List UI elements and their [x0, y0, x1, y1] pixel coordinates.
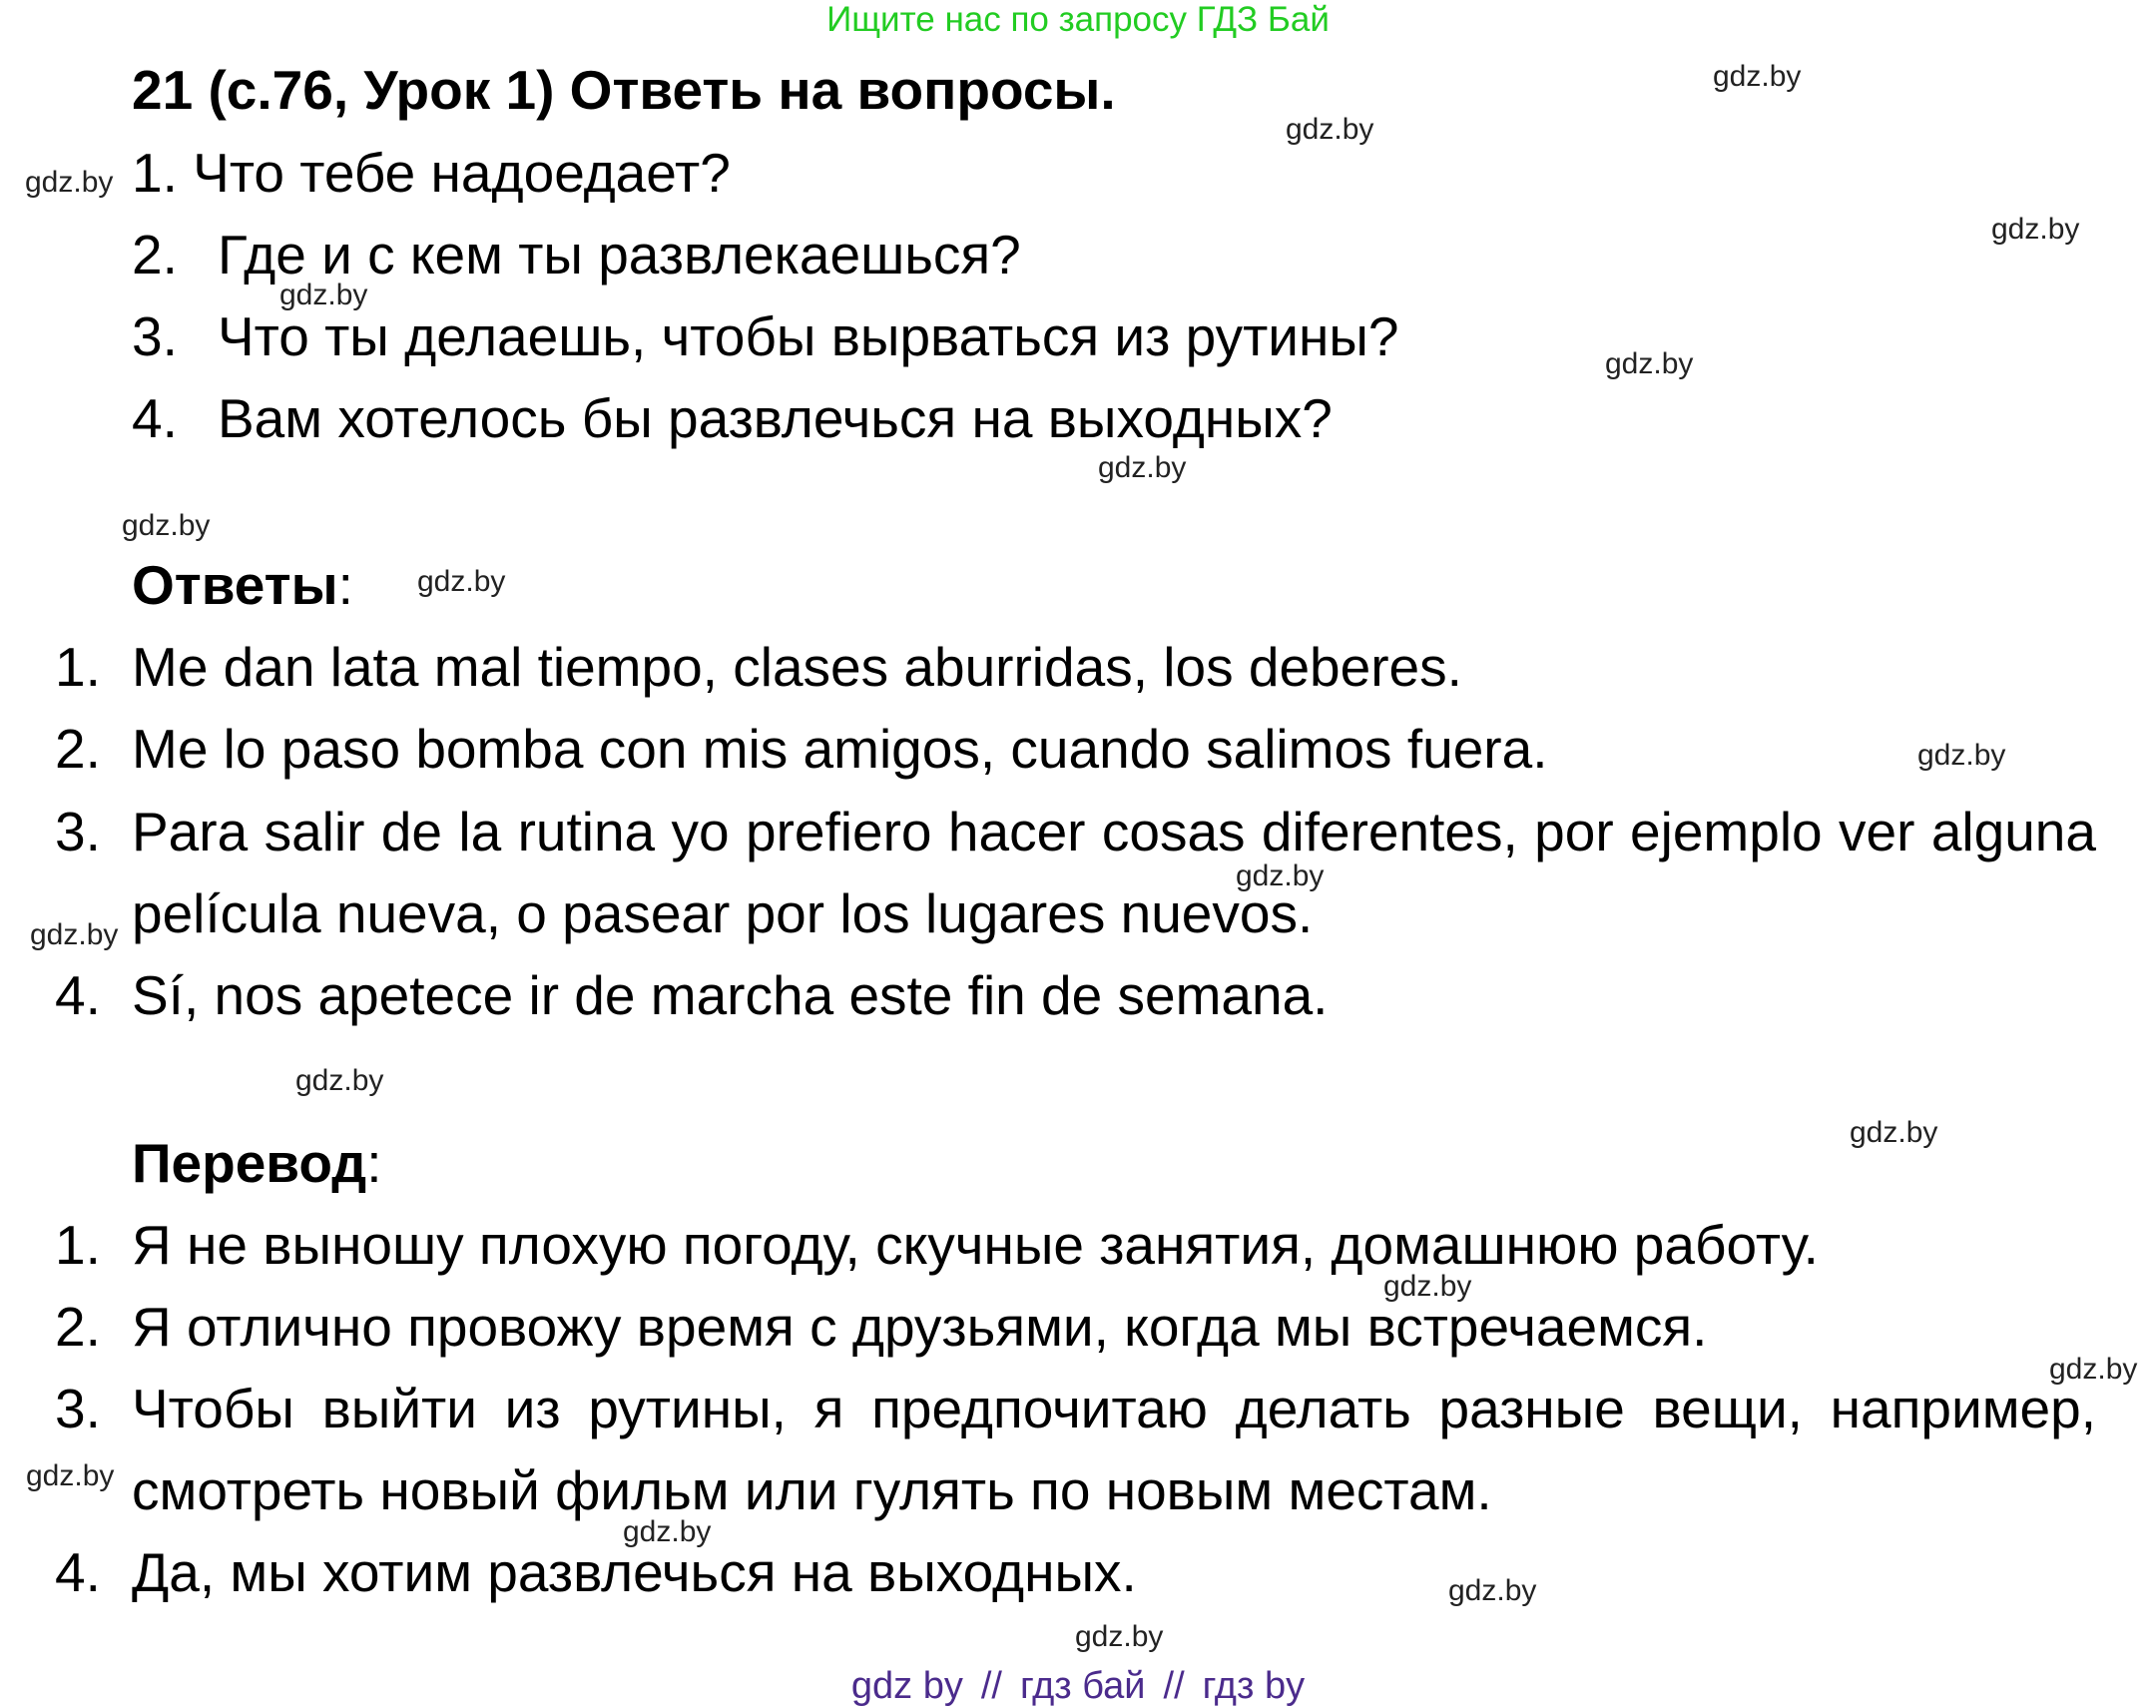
footer-separator: //	[1163, 1665, 1185, 1707]
watermark: gdz.by	[26, 1459, 115, 1492]
watermark: gdz.by	[1605, 347, 1694, 380]
translation-heading: Перевод:	[132, 1132, 382, 1194]
answer-text: Sí, nos apetece ir de marcha este fin de semana.	[132, 964, 1329, 1026]
translation-3-number: 3.	[55, 1378, 101, 1439]
watermark: gdz.by	[1075, 1620, 1164, 1653]
footer-links	[0, 1664, 2156, 1708]
footer-link-gdz-by[interactable]: gdz by	[850, 1665, 963, 1707]
watermark: gdz.by	[295, 1064, 384, 1097]
translation-number: 4.	[55, 1541, 101, 1603]
question-text: Что тебе надоедает?	[193, 142, 731, 204]
answer-number: 2.	[55, 718, 101, 780]
watermark: gdz.by	[1286, 113, 1374, 146]
watermark: gdz.by	[1991, 213, 2080, 246]
watermark: gdz.by	[417, 565, 506, 598]
footer-link-gdz-by-cyr[interactable]: гдз by	[1202, 1665, 1306, 1707]
question-number: 3.	[132, 305, 178, 367]
translation-2	[55, 1293, 1708, 1361]
question-number: 1.	[132, 142, 178, 204]
answer-3-number: 3.	[55, 801, 101, 862]
question-number: 2.	[132, 224, 178, 285]
watermark: gdz.by	[1917, 739, 2006, 772]
translation-text: Да, мы хотим развлечься на выходных.	[132, 1541, 1137, 1603]
watermark: gdz.by	[122, 509, 211, 542]
footer-separator: //	[980, 1665, 1002, 1707]
translation-4	[55, 1538, 1137, 1606]
answer-3-line1: Para salir de la rutina yo prefiero hacer cosas diferentes, por ejemplo ver alguna	[132, 801, 2096, 862]
question-number: 4.	[132, 387, 178, 449]
translation-3-line2: смотреть новый фильм или гулять по новым местам.	[132, 1459, 1492, 1521]
question-text: Вам хотелось бы развлечься на выходных?	[218, 387, 1333, 449]
answer-2	[55, 715, 1548, 783]
answer-3-line2: película nueva, o pasear por los lugares nuevos.	[132, 882, 1314, 944]
answers-heading: Ответы:	[132, 554, 353, 616]
translation-text: Я отлично провожу время с друзьями, когда мы встречаемся.	[132, 1296, 1708, 1358]
watermark: gdz.by	[1098, 451, 1187, 484]
question-2	[132, 221, 1021, 288]
footer-link-gdz-bai[interactable]: гдз бай	[1019, 1665, 1146, 1707]
answer-text: Me lo paso bomba con mis amigos, cuando salimos fuera.	[132, 718, 1548, 780]
watermark: gdz.by	[279, 279, 368, 311]
watermark: gdz.by	[1850, 1116, 1938, 1149]
answer-4	[55, 961, 1329, 1029]
watermark: gdz.by	[623, 1515, 712, 1548]
translation-1	[55, 1211, 1819, 1279]
translation-number: 2.	[55, 1296, 101, 1358]
translation-text: Я не выношу плохую погоду, скучные занятия, домашнюю работу.	[132, 1214, 1819, 1276]
question-1	[132, 139, 731, 207]
question-text: Что ты делаешь, чтобы вырваться из рутины?	[218, 305, 1399, 367]
search-banner: Ищите нас по запросу ГДЗ Бай	[826, 0, 1330, 39]
watermark: gdz.by	[30, 918, 119, 951]
answer-number: 1.	[55, 636, 101, 698]
watermark: gdz.by	[1713, 60, 1802, 93]
question-text: Где и с кем ты развлекаешься?	[218, 224, 1021, 285]
answer-text: Me dan lata mal tiempo, clases aburridas, los deberes.	[132, 636, 1462, 698]
answer-number: 4.	[55, 964, 101, 1026]
translation-number: 1.	[55, 1214, 101, 1276]
watermark: gdz.by	[1383, 1270, 1472, 1303]
question-3	[132, 302, 1399, 370]
exercise-title: 21 (с.76, Урок 1) Ответь на вопросы.	[132, 59, 1116, 121]
watermark: gdz.by	[1236, 859, 1325, 892]
translation-3-line1: Чтобы выйти из рутины, я предпочитаю делать разные вещи, например,	[132, 1378, 2096, 1439]
answer-1	[55, 633, 2111, 701]
watermark: gdz.by	[2049, 1353, 2138, 1386]
question-4	[132, 384, 1333, 452]
watermark: gdz.by	[25, 166, 114, 199]
watermark: gdz.by	[1448, 1574, 1537, 1607]
